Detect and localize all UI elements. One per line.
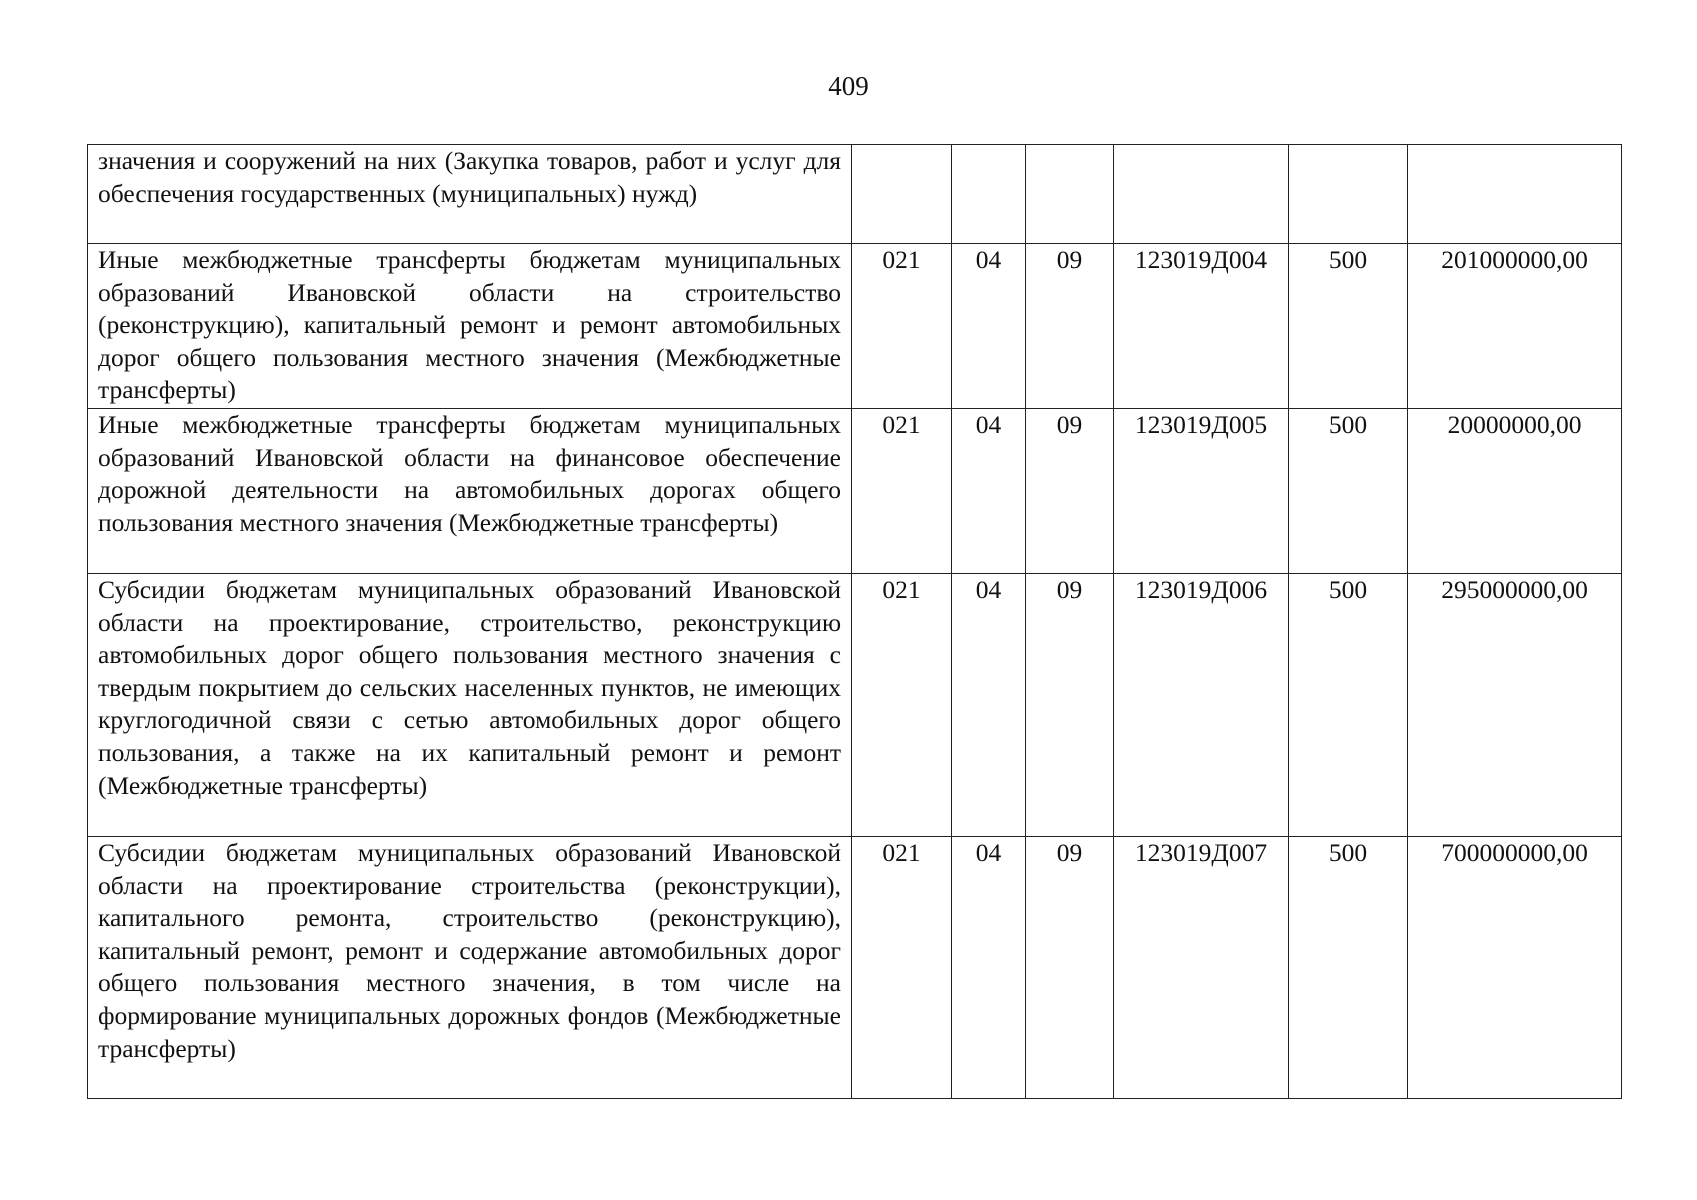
amount-value: 20000000,00 bbox=[1408, 409, 1622, 574]
amount-value: 700000000,00 bbox=[1408, 837, 1622, 1099]
target-article-code bbox=[1114, 145, 1289, 244]
target-article-code: 123019Д004 bbox=[1114, 244, 1289, 409]
target-article-code: 123019Д005 bbox=[1114, 409, 1289, 574]
ministry-code bbox=[852, 145, 952, 244]
section-code: 04 bbox=[952, 244, 1026, 409]
section-code: 04 bbox=[952, 409, 1026, 574]
table-row bbox=[88, 244, 1622, 409]
expense-type-code: 500 bbox=[1289, 574, 1408, 837]
table-row bbox=[88, 409, 1622, 574]
amount-value: 201000000,00 bbox=[1408, 244, 1622, 409]
budget-table bbox=[87, 144, 1622, 1099]
page-number: 409 bbox=[828, 71, 869, 101]
ministry-code: 021 bbox=[852, 244, 952, 409]
amount-value bbox=[1408, 145, 1622, 244]
expense-type-code: 500 bbox=[1289, 409, 1408, 574]
expense-type-code: 500 bbox=[1289, 244, 1408, 409]
target-article-code: 123019Д006 bbox=[1114, 574, 1289, 837]
ministry-code: 021 bbox=[852, 574, 952, 837]
row-description: Иные межбюджетные трансферты бюджетам муниципальных образований Ивановской области на финансовое обеспечение дорожной деятельности на автомобильных дорогах общего пользования местного значения (Межбюджетные трансферты) bbox=[88, 409, 852, 574]
subsection-code: 09 bbox=[1026, 574, 1114, 837]
subsection-code: 09 bbox=[1026, 409, 1114, 574]
target-article-code: 123019Д007 bbox=[1114, 837, 1289, 1099]
row-description: Субсидии бюджетам муниципальных образований Ивановской области на проектирование строительства (реконструкции), капитального ремонта, строительство (реконструкцию), капитальный ремонт, ремонт и содержание автомобильных дорог общего пользования местного значения, в том числе на формирование муниципальных дорожных фондов (Межбюджетные трансферты) bbox=[88, 837, 852, 1099]
row-description: значения и сооружений на них (Закупка товаров, работ и услуг для обеспечения государственных (муниципальных) нужд) bbox=[88, 145, 852, 244]
row-description: Субсидии бюджетам муниципальных образований Ивановской области на проектирование, строительство, реконструкцию автомобильных дорог общего пользования местного значения с твердым покрытием до сельских населенных пунктов, не имеющих круглогодичной связи с сетью автомобильных дорог общего пользования, а также на их капитальный ремонт и ремонт (Межбюджетные трансферты) bbox=[88, 574, 852, 837]
section-code: 04 bbox=[952, 574, 1026, 837]
ministry-code: 021 bbox=[852, 409, 952, 574]
ministry-code: 021 bbox=[852, 837, 952, 1099]
subsection-code: 09 bbox=[1026, 837, 1114, 1099]
row-description: Иные межбюджетные трансферты бюджетам муниципальных образований Ивановской области на строительство (реконструкцию), капитальный ремонт и ремонт автомобильных дорог общего пользования местного значения (Межбюджетные трансферты) bbox=[88, 244, 852, 409]
table-row bbox=[88, 145, 1622, 244]
amount-value: 295000000,00 bbox=[1408, 574, 1622, 837]
subsection-code: 09 bbox=[1026, 244, 1114, 409]
table-row bbox=[88, 837, 1622, 1099]
subsection-code bbox=[1026, 145, 1114, 244]
expense-type-code bbox=[1289, 145, 1408, 244]
section-code: 04 bbox=[952, 837, 1026, 1099]
table-row bbox=[88, 574, 1622, 837]
section-code bbox=[952, 145, 1026, 244]
expense-type-code: 500 bbox=[1289, 837, 1408, 1099]
